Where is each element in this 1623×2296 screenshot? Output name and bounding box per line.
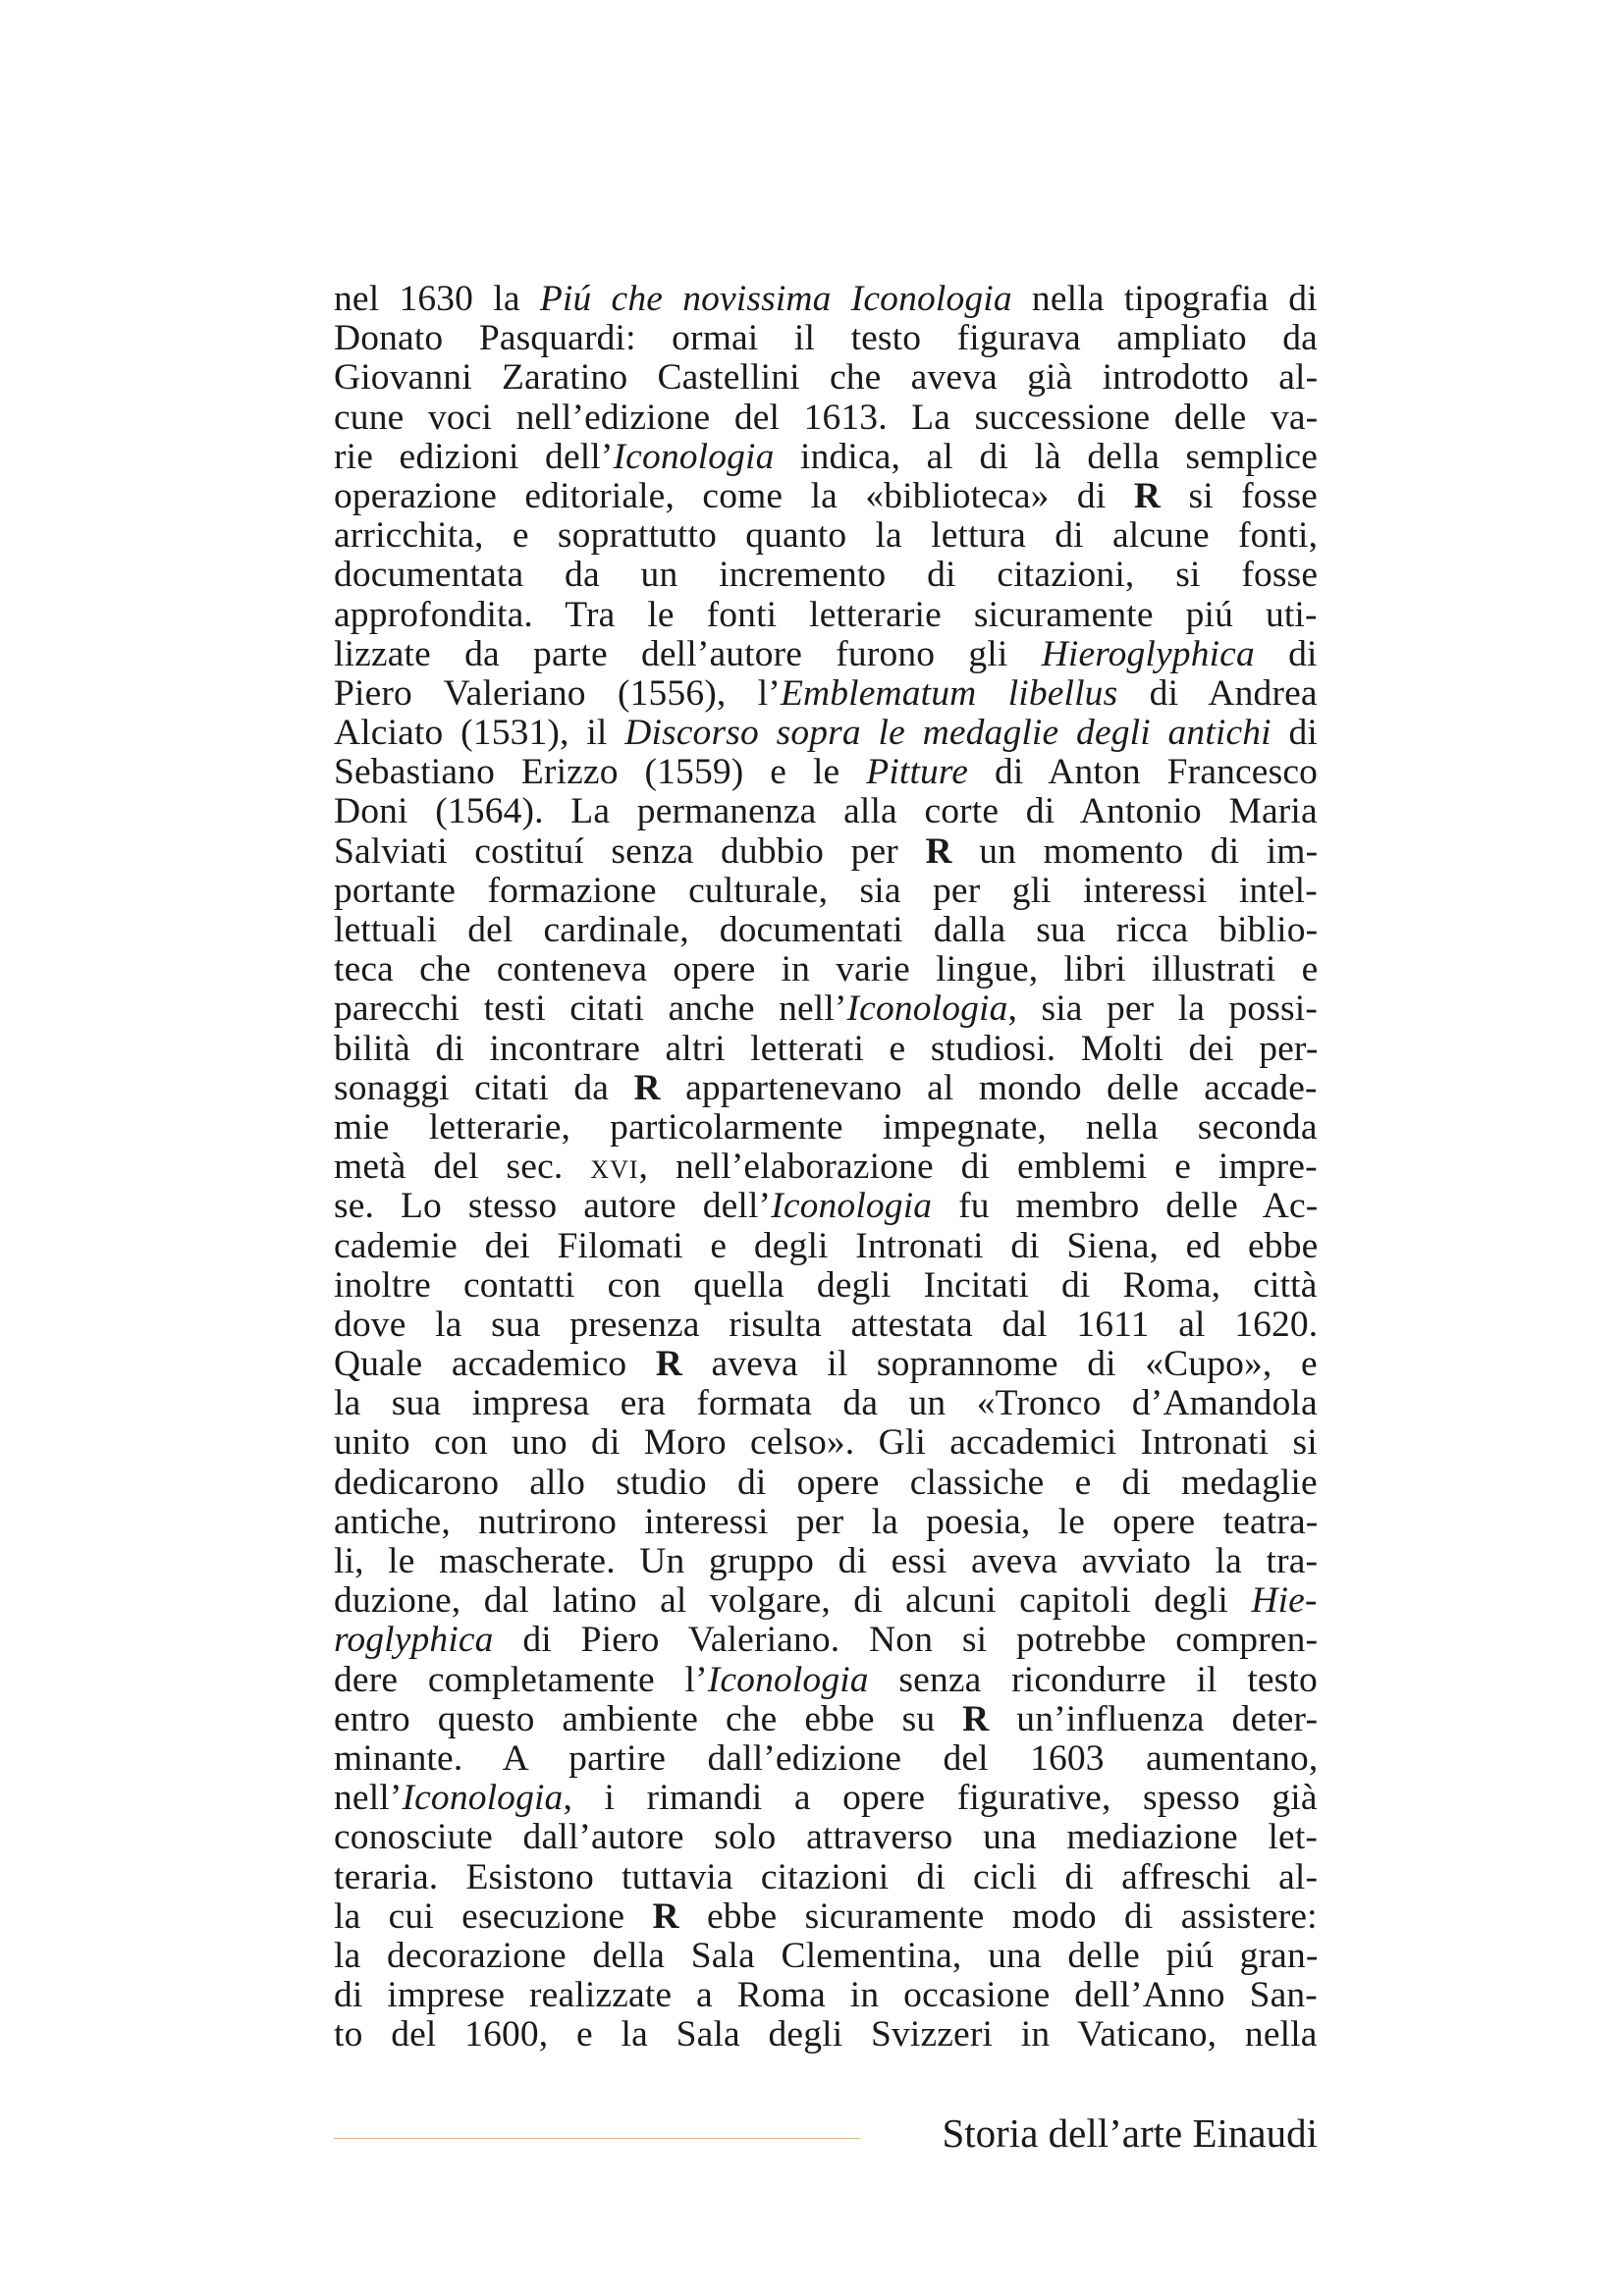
body-text [334, 280, 1318, 2055]
text-run: teca che conteneva opere in varie lingue, libri illustrati e [334, 949, 1319, 990]
text-run: di Andrea [1117, 672, 1318, 714]
text-run: approfondita. Tra le fonti letterarie sicuramente piú uti- [334, 594, 1318, 635]
text-run: di imprese realizzate a Roma in occasione dell’Anno San- [334, 1975, 1318, 2016]
text-run: lizzate da parte dell’autore furono gli [334, 633, 1042, 674]
text-line [334, 872, 1318, 911]
text-line [334, 832, 1318, 872]
text-run: la cui esecuzione [334, 1896, 653, 1937]
text-line [334, 1464, 1318, 1503]
text-line [334, 635, 1318, 674]
text-run: duzione, dal latino al volgare, di alcuni capitoli degli [334, 1580, 1252, 1622]
text-line [334, 1700, 1318, 1739]
text-run: di [1254, 633, 1318, 674]
text-line [334, 1897, 1318, 1937]
text-line [334, 1858, 1318, 1897]
text-run: nell’ [334, 1778, 403, 1819]
text-run: unito con uno di Moro celso». Gli accademici Intronati si [334, 1422, 1318, 1464]
text-line [334, 1384, 1318, 1423]
text-run: entro questo ambiente che ebbe su [334, 1698, 963, 1739]
text-run: inoltre contatti con quella degli Incitati di Roma, città [334, 1264, 1318, 1306]
text-run: un’influenza deter- [989, 1698, 1319, 1739]
italic-title: Discorso sopra le medaglie degli antichi [624, 713, 1271, 754]
text-run: bilità di incontrare altri letterati e studiosi. Molti dei per- [334, 1028, 1319, 1069]
text-run: mie letterarie, particolarmente impegnate, nella seconda [334, 1106, 1318, 1148]
text-line [334, 516, 1318, 556]
text-run: Quale accademico [334, 1344, 656, 1385]
page-footer [334, 2109, 1318, 2158]
author-sigla: R [1133, 475, 1162, 516]
text-line [334, 792, 1318, 831]
text-run: la sua impresa era formata da un «Tronco d’Amandola [334, 1383, 1318, 1424]
text-run: portante formazione culturale, sia per gli interessi intel- [334, 870, 1318, 911]
text-line [334, 399, 1318, 438]
text-run: metà del sec. [334, 1147, 591, 1188]
text-run: li, le mascherate. Un gruppo di essi aveva avviato la tra- [334, 1541, 1319, 1581]
text-run: un momento di im- [951, 830, 1319, 872]
text-run: Donato Pasquardi: ormai il testo figurava ampliato da [334, 318, 1318, 359]
italic-title: Piú che novissima Iconologia [539, 279, 1012, 319]
italic-title: Iconologia [707, 1659, 869, 1700]
text-line [334, 714, 1318, 753]
text-run: sonaggi citati da [334, 1067, 634, 1108]
text-line [334, 1148, 1318, 1187]
text-run: , i rimandi a opere figurative, spesso già [563, 1778, 1318, 1819]
text-run: minante. A partire dall’edizione del 1603 aumentano, [334, 1737, 1319, 1779]
text-run: nella tipografia di [1011, 279, 1318, 319]
text-run: aveva il soprannome di «Cupo», e [682, 1344, 1318, 1385]
text-run: arricchita, e soprattutto quanto la lettura di alcune fonti, [334, 515, 1319, 557]
footer-rule [334, 2138, 860, 2139]
text-run: Doni (1564). La permanenza alla corte di Antonio Maria [334, 791, 1318, 832]
text-run: cademie dei Filomati e degli Intronati di Siena, ed ebbe [334, 1225, 1319, 1266]
text-run: Sebastiano Erizzo (1559) e le [334, 752, 867, 793]
text-run: di [1271, 713, 1318, 754]
text-run: nel 1630 la [334, 279, 540, 319]
text-line [334, 1976, 1318, 2015]
text-run: fu membro delle Ac- [932, 1186, 1319, 1227]
text-line [334, 1739, 1318, 1779]
text-line [334, 280, 1318, 319]
text-run: dove la sua presenza risulta attestata dal 1611 al 1620. [334, 1304, 1319, 1345]
text-run: rie edizioni dell’ [334, 436, 614, 477]
text-run: la decorazione della Sala Clementina, una delle piú gran- [334, 1935, 1319, 1976]
text-run: Piero Valeriano (1556), l’ [334, 672, 781, 714]
italic-title: Emblematum libellus [780, 672, 1118, 714]
italic-title: Hie- [1251, 1580, 1318, 1622]
text-line [334, 989, 1318, 1029]
text-run: operazione editoriale, come la «biblioteca» di [334, 475, 1134, 516]
text-line [334, 911, 1318, 950]
text-line [334, 1345, 1318, 1384]
italic-title: Iconologia [846, 988, 1008, 1030]
text-line [334, 1423, 1318, 1463]
text-line [334, 1266, 1318, 1306]
text-run: , nell’elaborazione di emblemi e impre- [638, 1147, 1318, 1188]
text-run: lettuali del cardinale, documentati dalla sua ricca biblio- [334, 910, 1319, 950]
text-line [334, 1030, 1318, 1069]
text-line [334, 556, 1318, 595]
text-line [334, 477, 1318, 516]
text-run: se. Lo stesso autore dell’ [334, 1186, 772, 1227]
text-run: ebbe sicuramente modo di assistere: [678, 1896, 1318, 1937]
text-run: Alciato (1531), il [334, 713, 625, 754]
text-line [334, 1937, 1318, 1976]
italic-title: roglyphica [334, 1620, 494, 1661]
text-run: dedicarono allo studio di opere classiche e di medaglie [334, 1462, 1318, 1503]
text-line [334, 2015, 1318, 2055]
text-run: documentata da un incremento di citazioni, si fosse [334, 555, 1319, 596]
text-line [334, 1306, 1318, 1345]
text-line [334, 438, 1318, 477]
text-run: dere completamente l’ [334, 1659, 708, 1700]
text-line [334, 1187, 1318, 1226]
text-run: indica, al di là della semplice [774, 436, 1319, 477]
text-run: senza ricondurre il testo [868, 1659, 1318, 1700]
text-line [334, 596, 1318, 635]
text-line [334, 1581, 1318, 1621]
author-sigla: R [633, 1067, 661, 1108]
italic-title: Iconologia [771, 1186, 933, 1227]
italic-title: Pitture [866, 752, 969, 793]
italic-title: Hieroglyphica [1041, 633, 1255, 674]
text-line [334, 1661, 1318, 1700]
text-line [334, 1542, 1318, 1581]
text-line [334, 1108, 1318, 1148]
text-run: cune voci nell’edizione del 1613. La successione delle va- [334, 397, 1319, 438]
text-line [334, 1779, 1318, 1818]
small-caps-text: xvi [590, 1147, 639, 1188]
text-run: to del 1600, e la Sala degli Svizzeri in Vaticano, nella [334, 2014, 1318, 2056]
text-line [334, 358, 1318, 398]
text-run: di Anton Francesco [968, 752, 1319, 793]
text-line [334, 319, 1318, 358]
text-line [334, 1069, 1318, 1108]
text-line [334, 753, 1318, 792]
text-line [334, 1503, 1318, 1542]
text-run: parecchi testi citati anche nell’ [334, 988, 847, 1030]
text-run: , sia per la possi- [1007, 988, 1318, 1030]
text-run: antiche, nutrirono interessi per la poesia, le opere teatra- [334, 1501, 1319, 1542]
italic-title: Iconologia [402, 1778, 564, 1819]
text-run: Giovanni Zaratino Castellini che aveva già introdotto al- [334, 357, 1319, 399]
text-line [334, 674, 1318, 714]
author-sigla: R [925, 830, 952, 872]
footer-title: Storia dell’arte Einaudi [942, 2110, 1318, 2156]
text-run: di Piero Valeriano. Non si potrebbe compren- [493, 1620, 1319, 1661]
text-line [334, 1621, 1318, 1660]
italic-title: Iconologia [613, 436, 775, 477]
text-run: conosciute dall’autore solo attraverso una mediazione let- [334, 1817, 1319, 1858]
text-run: si fosse [1161, 475, 1318, 516]
author-sigla: R [962, 1698, 990, 1739]
author-sigla: R [655, 1344, 683, 1385]
text-line [334, 1227, 1318, 1266]
text-run: teraria. Esistono tuttavia citazioni di cicli di affreschi al- [334, 1856, 1319, 1897]
author-sigla: R [652, 1896, 679, 1937]
text-line [334, 1818, 1318, 1857]
text-line [334, 950, 1318, 989]
text-run: Salviati costituí senza dubbio per [334, 830, 926, 872]
text-run: appartenevano al mondo delle accade- [660, 1067, 1318, 1108]
